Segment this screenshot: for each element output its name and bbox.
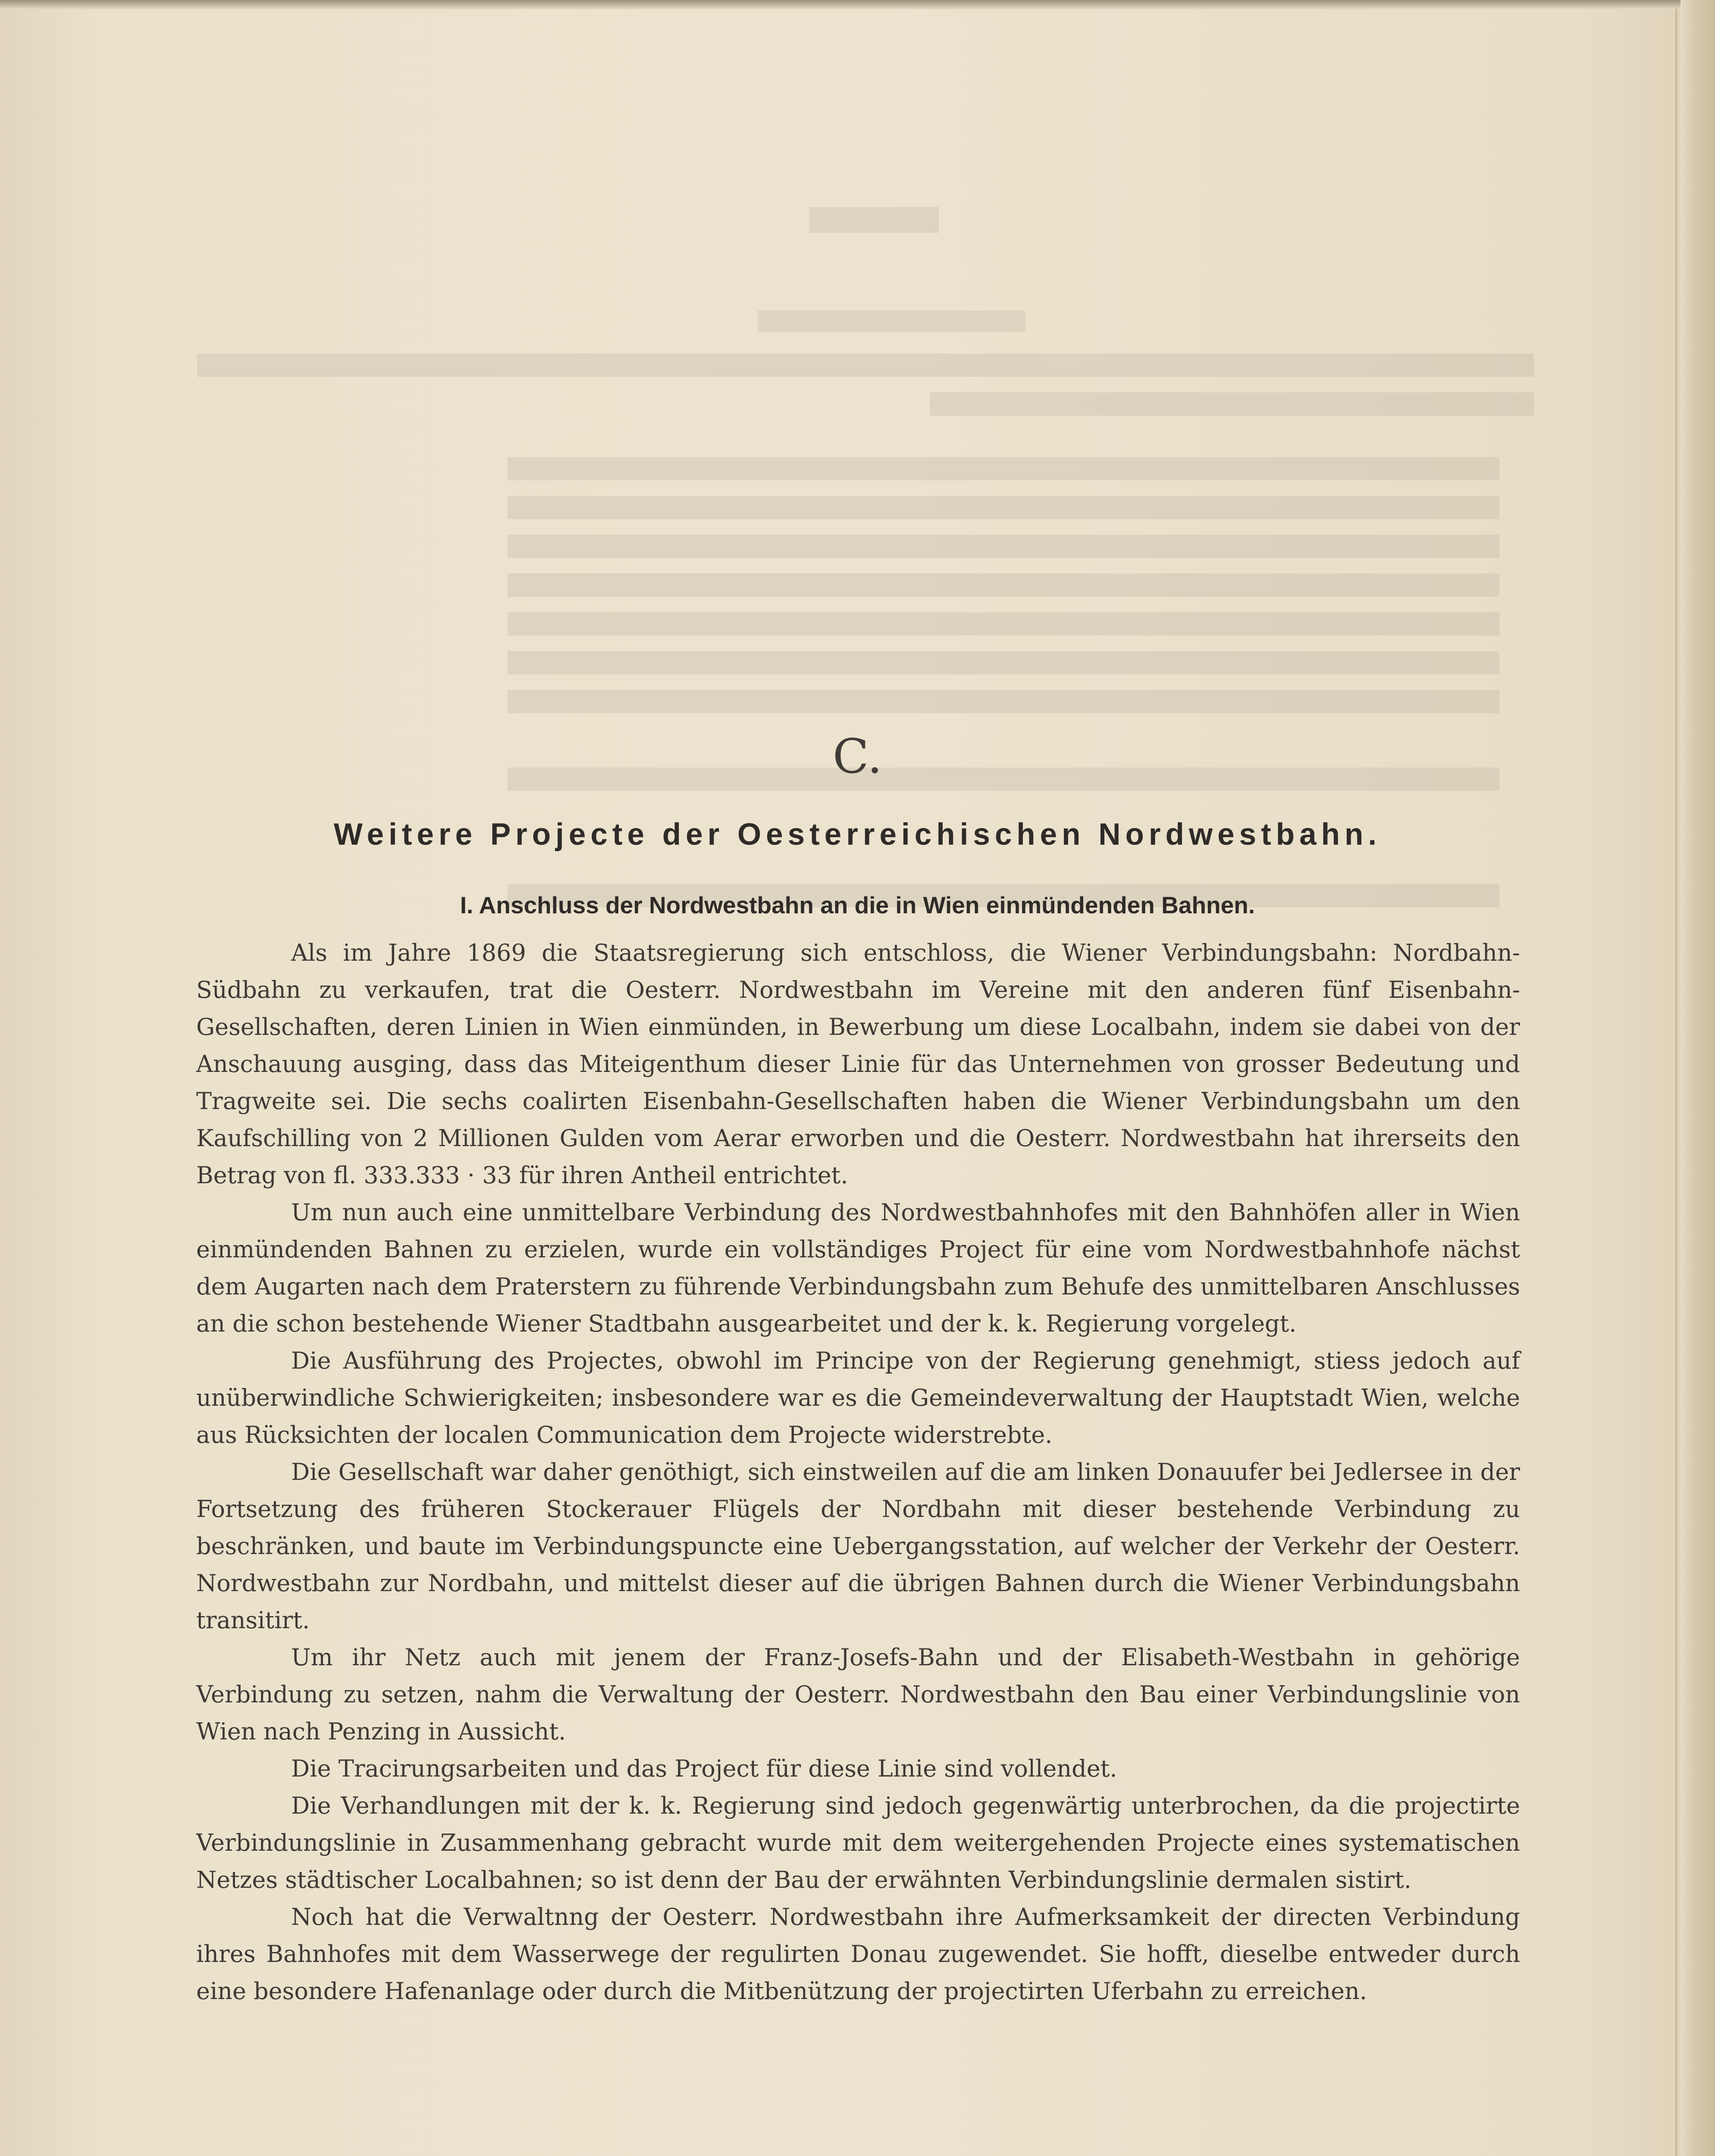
paragraph-8: Noch hat die Verwaltnng der Oesterr. Nordwestbahn ihre Aufmerksamkeit der directen Verbindung ihres Bahnhofes mit dem Wasserwege der regulirten Donau zugewendet. Sie hofft, dieselbe entweder durch eine besondere Hafenanlage oder durch die Mitbenützung der projectirten Uferbahn zu erreichen. [196,1903,1520,2005]
paragraph-6: Die Tracirungsarbeiten und das Project für diese Linie sind vollendet. [291,1755,1117,1782]
section-letter: C. [832,729,883,784]
paragraph-5: Um ihr Netz auch mit jenem der Franz-Josefs-Bahn und der Elisabeth-Westbahn in gehörige Verbindung zu setzen, nahm die Verwaltung der Oesterr. Nordwestbahn den Bau einer Verbindungslinie von Wien nach Penzing in Aussicht. [196,1644,1520,1745]
body-text [196,934,1520,2010]
paragraph-2: Um nun auch eine unmittelbare Verbindung des Nordwestbahnhofes mit den Bahnhöfen aller in Wien einmündenden Bahnen zu erzielen, wurde ein vollständiges Project für eine vom Nordwestbahnhofe nächst dem Augarten nach dem Praterstern zu führende Verbindungsbahn zum Behufe des unmittelbaren Anschlusses an die schon bestehende Wiener Stadtbahn ausgearbeitet und der k. k. Regierung vorgelegt. [196,1199,1520,1337]
paragraph-1: Als im Jahre 1869 die Staatsregierung sich entschloss, die Wiener Verbindungsbahn: Nordbahn-Südbahn zu verkaufen, trat die Oesterr. Nordwestbahn im Vereine mit den anderen fünf Eisenbahn-Gesellschaften, deren Linien in Wien einmünden, in Bewerbung um diese Localbahn, indem sie dabei von der Anschauung ausging, dass das Miteigenthum dieser Linie für das Unternehmen von grosser Bedeutung und Tragweite sei. Die sechs coalirten Eisenbahn-Gesellschaften haben die Wiener Verbindungsbahn um den Kaufschilling von 2 Millionen Gulden vom Aerar erworben und die Oesterr. Nordwestbahn hat ihrerseits den Betrag von fl. 333.333 · 33 für ihren Antheil entrichtet. [196,939,1520,1189]
binding-line [1675,9,1677,2156]
page-right-edge [1681,0,1715,2156]
paragraph-4: Die Gesellschaft war daher genöthigt, sich einstweilen auf die am linken Donauufer bei Jedlersee in der Fortsetzung des früheren Stockerauer Flügels der Nordbahn mit dieser bestehende Verbindung zu beschränken, und baute im Verbindungspuncte eine Uebergangsstation, auf welcher der Verkehr der Oesterr. Nordwestbahn zur Nordbahn, und mittelst dieser auf die übrigen Bahnen durch die Wiener Verbindungsbahn transitirt. [196,1458,1520,1634]
paragraph-3: Die Ausführung des Projectes, obwohl im Principe von der Regierung genehmigt, stiess jedoch auf unüberwindliche Schwierigkeiten; insbesondere war es die Gemeindeverwaltung der Hauptstadt Wien, welche aus Rücksichten der localen Communication dem Projecte widerstrebte. [196,1347,1520,1448]
paragraph-7: Die Verhandlungen mit der k. k. Regierung sind jedoch gegenwärtig unterbrochen, da die projectirte Verbindungslinie in Zusammenhang gebracht wurde mit dem weitergehenden Projecte eines systematischen Netzes städtischer Localbahnen; so ist denn der Bau der erwähnten Verbindungslinie dermalen sistirt. [196,1792,1520,1893]
page-title: Weitere Projecte der Oesterreichischen Nordwestbahn. [333,818,1382,852]
section-subtitle: I. Anschluss der Nordwestbahn an die in Wien einmündenden Bahnen. [460,892,1255,918]
page-top-edge [0,0,1715,9]
